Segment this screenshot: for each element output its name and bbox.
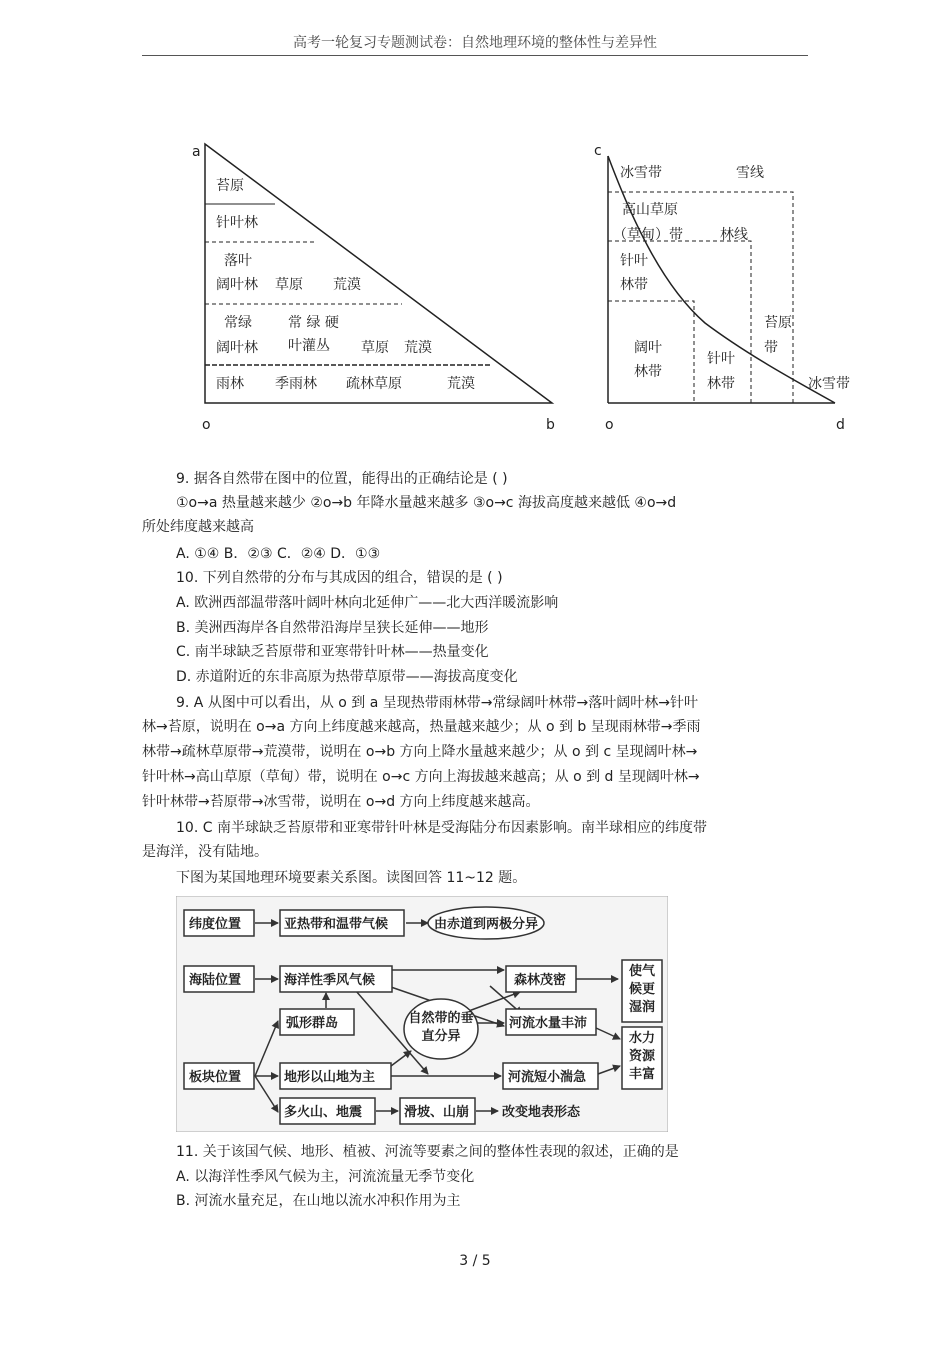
zone-conifer-1b: 林带 bbox=[620, 277, 648, 293]
ans9-line1: 9. A 从图中可以看出，从 o 到 a 呈现热带雨林带→常绿阔叶林带→落叶阔叶林→针叶 bbox=[176, 695, 698, 711]
zone-desert-1: 荒漠 bbox=[333, 277, 361, 293]
label-o-right: o bbox=[605, 417, 614, 433]
label-change-landform: 改变地表形态 bbox=[502, 1105, 581, 1120]
box-volcano-quake: 多火山、地震 bbox=[284, 1105, 363, 1120]
zone-broadleaf-1: 阔叶 bbox=[634, 340, 662, 356]
zone-desert-2: 荒漠 bbox=[404, 340, 432, 356]
label-snowline: 雪线 bbox=[736, 165, 764, 181]
box-vertical-zonation: 自然带的垂直分异 bbox=[408, 1011, 474, 1044]
ans9-line4: 针叶林→高山草原（草甸）带，说明在 o→c 方向上海拔越来越高；从 o 到 d 呈现阔叶林→ bbox=[142, 769, 700, 785]
box-dense-forest: 森林茂密 bbox=[514, 973, 567, 988]
zone-snow-bottom: 冰雪带 bbox=[808, 376, 850, 392]
box-island-arc: 弧形群岛 bbox=[286, 1016, 339, 1031]
zone-tundra-right-1: 苔原 bbox=[764, 315, 792, 331]
zone-tundra-right-2: 带 bbox=[764, 340, 778, 356]
box-river-abundant: 河流水量丰沛 bbox=[509, 1016, 588, 1031]
q10-option-b: B. 美洲西海岸各自然带沿海岸呈狭长延伸——地形 bbox=[176, 620, 489, 636]
q11-stem: 11. 关于该国气候、地形、植被、河流等要素之间的整体性表现的叙述，正确的是 bbox=[176, 1144, 679, 1160]
zone-savanna: 疏林草原 bbox=[346, 376, 402, 392]
q10-stem: 10. 下列自然带的分布与其成因的组合，错误的是 ( ) bbox=[176, 570, 503, 586]
label-treeline: 林线 bbox=[720, 227, 748, 243]
zone-grassland-1: 草原 bbox=[275, 277, 303, 293]
box-climate: 亚热带和温带气候 bbox=[284, 917, 389, 932]
natural-zone-diagram bbox=[180, 138, 860, 438]
zone-conifer-2b: 林带 bbox=[707, 376, 735, 392]
q9-stem: 9. 据各自然带在图中的位置，能得出的正确结论是 ( ) bbox=[176, 471, 508, 487]
ans10-line2: 是海洋，没有陆地。 bbox=[142, 844, 268, 860]
box-zonal-differentiation: 由赤道到两极分异 bbox=[434, 917, 539, 932]
q10-option-d: D. 赤道附近的东非高原为热带草原带——海拔高度变化 bbox=[176, 669, 518, 685]
geo-element-relation-diagram bbox=[176, 896, 668, 1132]
header-title: 高考一轮复习专题测试卷：自然地理环境的整体性与差异性 bbox=[293, 35, 657, 51]
zone-conifer-2a: 针叶 bbox=[707, 351, 735, 367]
zone-grassland-2: 草原 bbox=[361, 340, 389, 356]
q9-statements: ①o→a 热量越来越少 ②o→b 年降水量越来越多 ③o→c 海拔高度越来越低 ④o→d bbox=[176, 495, 677, 511]
zone-evergreen-1: 常绿 bbox=[224, 315, 252, 331]
box-maritime-monsoon: 海洋性季风气候 bbox=[284, 973, 376, 988]
zone-deciduous-1: 落叶 bbox=[224, 253, 252, 269]
box-mountainous: 地形以山地为主 bbox=[284, 1070, 376, 1085]
zone-tundra: 苔原 bbox=[216, 178, 244, 194]
box-latitude: 纬度位置 bbox=[189, 917, 242, 932]
box-short-rapid-rivers: 河流短小湍急 bbox=[508, 1070, 587, 1085]
label-a: a bbox=[192, 144, 201, 160]
zone-deciduous-2: 阔叶林 bbox=[216, 277, 258, 293]
zone-desert-3: 荒漠 bbox=[447, 376, 475, 392]
q9-options: A. ①④ B．②③ C．②④ D．①③ bbox=[176, 546, 381, 562]
zone-rainforest: 雨林 bbox=[216, 376, 244, 392]
label-d: d bbox=[836, 417, 845, 433]
label-b: b bbox=[546, 417, 555, 433]
box-humid: 使气候更湿润 bbox=[628, 964, 655, 1015]
q9-statements-cont: 所处纬度越来越高 bbox=[142, 519, 254, 535]
label-o-left: o bbox=[202, 417, 211, 433]
ans9-line2: 林→苔原，说明在 o→a 方向上纬度越来越高，热量越来越少；从 o 到 b 呈现雨林带→季雨 bbox=[142, 719, 701, 735]
zone-monsoon-forest: 季雨林 bbox=[275, 376, 317, 392]
zone-alpine-1: 高山草原 bbox=[622, 202, 678, 218]
fig2-intro: 下图为某国地理环境要素关系图。读图回答 11~12 题。 bbox=[176, 870, 527, 886]
zone-broadleaf-2: 林带 bbox=[634, 364, 662, 380]
q10-option-c: C. 南半球缺乏苔原带和亚寒带针叶林——热量变化 bbox=[176, 644, 489, 660]
zone-conifer-1a: 针叶 bbox=[620, 253, 648, 269]
zone-evergreen-2: 阔叶林 bbox=[216, 340, 258, 356]
q11-option-b: B. 河流水量充足，在山地以流水冲积作用为主 bbox=[176, 1193, 461, 1209]
box-hydropower: 水力资源丰富 bbox=[628, 1031, 655, 1082]
q11-option-a: A. 以海洋性季风气候为主，河流流量无季节变化 bbox=[176, 1169, 475, 1185]
header-divider bbox=[142, 55, 808, 56]
zone-sclerophyll-1: 常 绿 硬 bbox=[288, 315, 339, 331]
page-number: 3 / 5 bbox=[459, 1253, 491, 1269]
zone-taiga: 针叶林 bbox=[216, 215, 258, 231]
ans9-line3: 林带→疏林草原带→荒漠带，说明在 o→b 方向上降水量越来越少；从 o 到 c 呈现阔叶林→ bbox=[142, 744, 698, 760]
left-triangle bbox=[205, 144, 552, 403]
ans9-line5: 针叶林带→苔原带→冰雪带，说明在 o→d 方向上纬度越来越高。 bbox=[142, 794, 540, 810]
ans10-line1: 10. C 南半球缺乏苔原带和亚寒带针叶林是受海陆分布因素影响。南半球相应的纬度带 bbox=[176, 820, 707, 836]
label-c: c bbox=[594, 143, 602, 159]
box-land-sea: 海陆位置 bbox=[189, 973, 242, 988]
box-landslide: 滑坡、山崩 bbox=[404, 1105, 470, 1120]
box-plate: 板块位置 bbox=[189, 1070, 242, 1085]
zone-snow-top: 冰雪带 bbox=[620, 165, 662, 181]
zone-sclerophyll-2: 叶灌丛 bbox=[288, 338, 330, 354]
q10-option-a: A. 欧洲西部温带落叶阔叶林向北延伸广——北大西洋暖流影响 bbox=[176, 595, 559, 611]
zone-alpine-2: （草甸）带 bbox=[613, 227, 683, 243]
